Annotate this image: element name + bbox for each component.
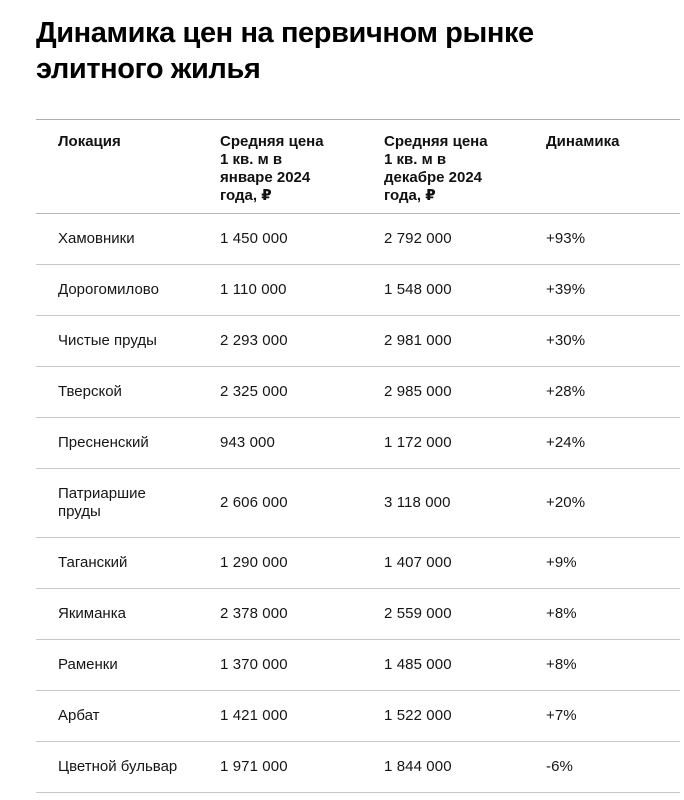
table-row [36, 640, 680, 691]
price-dynamics-table [36, 119, 680, 793]
price-january-cell: 1 421 000 [220, 706, 288, 724]
table-row [36, 589, 680, 640]
dynamics-cell: -6% [546, 757, 573, 775]
price-january-cell: 1 370 000 [220, 655, 288, 673]
dynamics-cell: +30% [546, 331, 586, 349]
dynamics-cell: +24% [546, 433, 586, 451]
dynamics-cell: +20% [546, 493, 586, 511]
location-cell: Якиманка [58, 604, 126, 622]
table-row [36, 418, 680, 469]
price-december-cell: 3 118 000 [384, 493, 451, 511]
location-cell: Цветной бульвар [58, 757, 178, 775]
price-december-cell: 1 548 000 [384, 280, 452, 298]
price-january-cell: 2 378 000 [220, 604, 288, 622]
price-january-cell: 1 290 000 [220, 553, 288, 571]
price-january-cell: 1 971 000 [220, 757, 288, 775]
table-row [36, 265, 680, 316]
location-cell: Тверской [58, 382, 122, 400]
price-december-cell: 1 844 000 [384, 757, 452, 775]
column-header-price-december: Средняя цена 1 кв. м в декабре 2024 года, ₽ [384, 132, 488, 204]
table-row [36, 367, 680, 418]
dynamics-cell: +8% [546, 604, 577, 622]
column-header-dynamics: Динамика [546, 132, 620, 150]
dynamics-cell: +93% [546, 229, 586, 247]
price-january-cell: 2 325 000 [220, 382, 288, 400]
table-header-row [36, 120, 680, 214]
price-december-cell: 2 792 000 [384, 229, 452, 247]
price-january-cell: 2 293 000 [220, 331, 288, 349]
price-december-cell: 1 485 000 [384, 655, 452, 673]
table-row [36, 691, 680, 742]
location-cell: Пресненский [58, 433, 149, 451]
price-december-cell: 2 985 000 [384, 382, 452, 400]
price-december-cell: 1 172 000 [384, 433, 452, 451]
price-december-cell: 1 522 000 [384, 706, 452, 724]
column-header-location: Локация [58, 132, 121, 150]
dynamics-cell: +39% [546, 280, 586, 298]
table-row [36, 538, 680, 589]
price-december-cell: 1 407 000 [384, 553, 452, 571]
table-row [36, 742, 680, 793]
location-cell: Дорогомилово [58, 280, 159, 298]
table-row [36, 214, 680, 265]
location-cell: Патриаршие пруды [58, 484, 146, 520]
price-january-cell: 1 450 000 [220, 229, 288, 247]
price-december-cell: 2 981 000 [384, 331, 452, 349]
dynamics-cell: +7% [546, 706, 577, 724]
dynamics-cell: +28% [546, 382, 586, 400]
table-row [36, 316, 680, 367]
dynamics-cell: +8% [546, 655, 577, 673]
dynamics-cell: +9% [546, 553, 577, 571]
page-title: Динамика цен на первичном рынке элитного жилья [36, 17, 534, 85]
location-cell: Таганский [58, 553, 128, 571]
location-cell: Хамовники [58, 229, 135, 247]
location-cell: Чистые пруды [58, 331, 157, 349]
price-december-cell: 2 559 000 [384, 604, 452, 622]
price-january-cell: 1 110 000 [220, 280, 287, 298]
price-january-cell: 943 000 [220, 433, 275, 451]
location-cell: Раменки [58, 655, 118, 673]
location-cell: Арбат [58, 706, 100, 724]
column-header-price-january: Средняя цена 1 кв. м в январе 2024 года, ₽ [220, 132, 324, 204]
price-january-cell: 2 606 000 [220, 493, 288, 511]
table-row [36, 469, 680, 538]
